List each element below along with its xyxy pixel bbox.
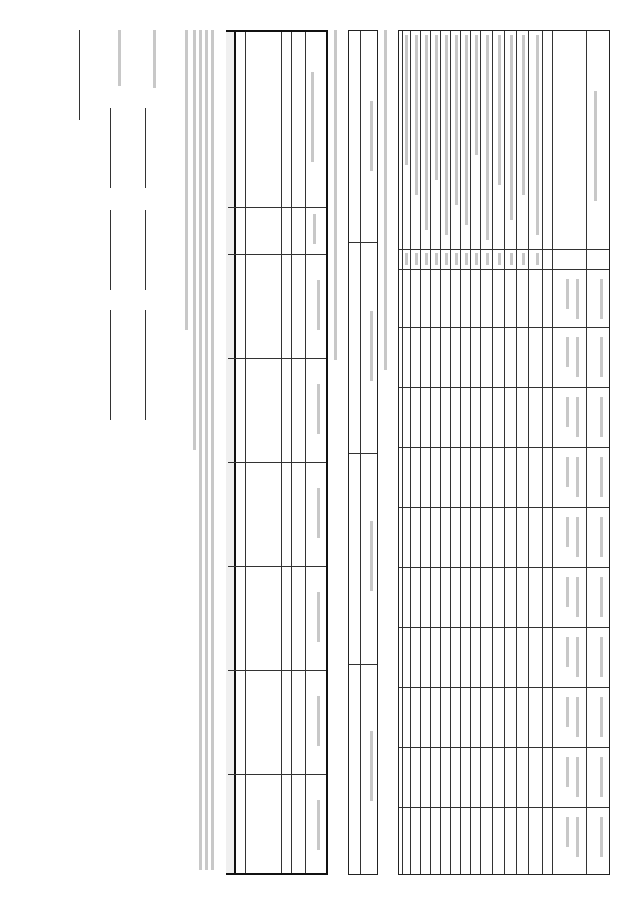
date-field[interactable] [79, 30, 80, 120]
signature-line[interactable] [145, 310, 146, 420]
section-7-table [348, 30, 378, 875]
section-8-table [226, 30, 328, 875]
section-6-table [398, 30, 610, 875]
signature-line[interactable] [145, 210, 146, 290]
signature-line[interactable] [110, 210, 111, 290]
signature-line[interactable] [110, 108, 111, 188]
signature-line[interactable] [145, 108, 146, 188]
signature-line[interactable] [110, 310, 111, 420]
